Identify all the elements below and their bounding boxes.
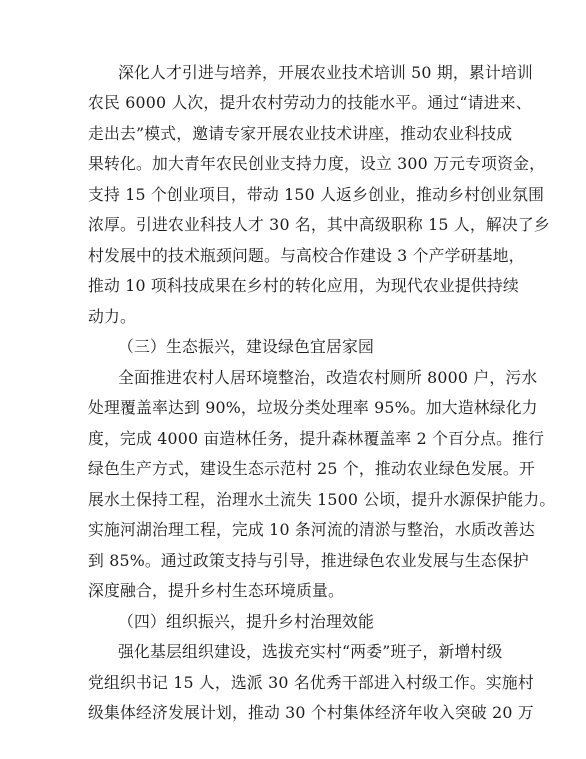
paragraph-line: 绿色生产方式，建设生态示范村 25 个，推动农业绿色发展。开 [88,459,535,478]
paragraph-line: 深化人才引进与培养，开展农业技术培训 50 期，累计培训 [118,63,533,82]
paragraph-line: 深度融合，提升乡村生态环境质量。 [88,581,344,600]
paragraph-line: 级集体经济发展计划，推动 30 个村集体经济年收入突破 20 万 [88,703,534,722]
paragraph-line: 度，完成 4000 亩造林任务，提升森林覆盖率 2 个百分点。推行 [88,429,545,448]
paragraph-line: 强化基层组织建设，选拔充实村“两委”班子，新增村级 [118,642,503,661]
paragraph-line: 全面推进农村人居环境整治，改造农村厕所 8000 户，污水 [118,368,538,387]
section-heading: （四）组织振兴，提升乡村治理效能 [118,612,374,631]
paragraph-line: 处理覆盖率达到 90%，垃圾分类处理率 95%。加大造林绿化力 [88,398,538,417]
paragraph-line: 果转化。加大青年农民创业支持力度，设立 300 万元专项资金， [88,154,546,173]
paragraph-line: 动力。 [88,307,136,326]
paragraph-line: 走出去”模式，邀请专家开展农业技术讲座，推动农业科技成 [88,124,513,143]
paragraph-line: 浓厚。引进农业科技人才 30 名，其中高级职称 15 人，解决了乡 [88,215,550,234]
paragraph-line: 党组织书记 15 人，选派 30 名优秀干部进入村级工作。实施村 [88,673,534,692]
paragraph-line: 实施河湖治理工程，完成 10 条河流的清淤与整治，水质改善达 [88,520,535,539]
paragraph-line: 推动 10 项科技成果在乡村的转化应用，为现代农业提供持续 [88,276,519,295]
paragraph-line: 农民 6000 人次，提升农村劳动力的技能水平。通过“请进来、 [88,93,532,112]
paragraph-line: 到 85%。通过政策支持与引导，推进绿色农业发展与生态保护 [88,551,529,570]
section-heading: （三）生态振兴，建设绿色宜居家园 [118,337,374,356]
paragraph-line: 支持 15 个创业项目，带动 150 人返乡创业，推动乡村创业氛围 [88,185,545,204]
paragraph-line: 村发展中的技术瓶颈问题。与高校合作建设 3 个产学研基地， [88,246,525,265]
paragraph-line: 展水土保持工程，治理水土流失 1500 公顷，提升水源保护能力。 [88,490,556,509]
